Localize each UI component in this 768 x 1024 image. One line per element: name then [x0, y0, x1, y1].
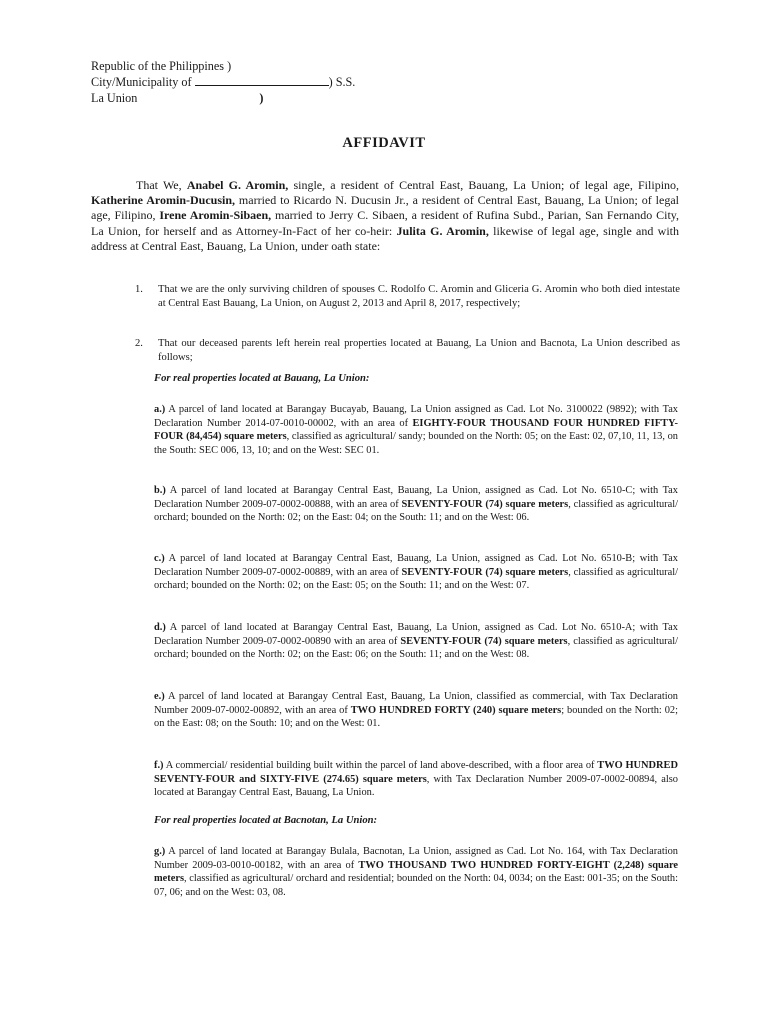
intro-paragraph: That We, Anabel G. Aromin, single, a resident of Central East, Bauang, La Union; of legal age, Filipino, Katherine Aromin-Ducusin, married to Ricardo N. Ducusin Jr., a resident of Central East, Bauang, La Union; of legal age, Filipino, Irene Aromin-Sibaen, married to Jerry C. Sibaen, a resident of Rufina Subd., Parian, San Fernando City, La Union, for herself and as Attorney-In-Fact of her co-heir: Julita G. Aromin, likewise of legal age, single and with address at Central East, Bauang, La Union, under oath state: — [91, 178, 680, 253]
affiant-name-3: Irene Aromin-Sibaen, — [159, 208, 272, 223]
venue-ss: ) S.S. — [328, 75, 356, 89]
lot-label: g.) — [154, 846, 166, 857]
lot-c: c.) A parcel of land located at Barangay Central East, Bauang, La Union, assigned as Cad. Lot No. 6510-B; with Tax Declaration Number 2009-07-0002-00889, with an area of SEVENTY-FOUR (74) square meters, classified as agricultural/ orchard; bounded on the North: 02; on the East: 05; on the South: 11; and on the West: 07. — [154, 553, 679, 592]
venue-republic: Republic of the Philippines ) — [91, 59, 232, 73]
lot-a: a.) A parcel of land located at Barangay Bucayab, Bauang, La Union assigned as Cad. Lot No. 3100022 (9892); with Tax Declaration Number 2014-07-0010-00002, with an area of EIGHTY-FOUR THOUSAND FOUR HUNDRED FIFTY-FOUR (84,454) square meters, classified as agricultural/ sandy; bounded on the North: 05; on the East: 02, 07,10, 11, 13, on the South: SEC 006, 13, 10; and on the West: SEC 01. — [154, 404, 678, 457]
lot-label: e.) — [154, 691, 165, 702]
item-number: 2. — [135, 338, 143, 349]
lot-label: d.) — [154, 622, 166, 633]
section-heading-bacnotan: For real properties located at Bacnotan, La Union: — [154, 815, 378, 826]
section-heading-bauang: For real properties located at Bauang, La Union: — [154, 373, 370, 384]
item-text: That we are the only surviving children of spouses C. Rodolfo C. Aromin and Gliceria G. Aromin who both died intestate at Central East Bauang, La Union, on August 2, 2013 and April 8, 2017, respectively; — [158, 284, 680, 309]
affiant-name-1: Anabel G. Aromin, — [186, 178, 289, 192]
venue-block — [91, 58, 355, 106]
lot-label: f.) — [154, 760, 164, 771]
lot-label: c.) — [154, 553, 165, 564]
venue-city-blank — [195, 74, 329, 86]
venue-city — [91, 74, 355, 90]
affiant-name-4: Julita G. Aromin, — [396, 223, 489, 238]
lot-d: d.) A parcel of land located at Barangay Central East, Bauang, La Union, assigned as Cad. Lot No. 6510-A; with Tax Declaration Number 2009-07-0002-00890 with an area of SEVENTY-FOUR (74) square meters, classified as agricultural/ orchard; bounded on the North: 02; on the East: 06; on the South: 11; and on the West: 08. — [154, 622, 678, 661]
item-text: That our deceased parents left herein real properties located at Bauang, La Union and Bacnota, La Union described as follows; — [158, 338, 680, 363]
numbered-item-1 — [135, 283, 680, 311]
venue-city-label: City/Municipality of — [91, 75, 195, 89]
lot-e: e.) A parcel of land located at Barangay Central East, Bauang, La Union, classified as commercial, with Tax Declaration Number 2009-07-0002-00892, with an area of TWO HUNDRED FORTY (240) square meters; bounded on the North: 02; on the East: 08; on the South: 10; and on the West: 01. — [154, 691, 679, 730]
venue-province-paren: ) — [259, 91, 264, 105]
venue-province — [91, 90, 355, 106]
lot-g: g.) A parcel of land located at Barangay Bulala, Bacnotan, La Union, assigned as Cad. Lot No. 164, with Tax Declaration Number 2009-03-0010-00182, with an area of TWO THOUSAND TWO HUNDRED FORTY-EIGHT (2,248) square meters, classified as agricultural/ orchard and residential; bounded on the North: 04, 0034; on the East: 001-35; on the South: 07, 06; and on the West: 03, 08. — [154, 846, 678, 899]
lot-b: b.) A parcel of land located at Barangay Central East, Bauang, La Union, assigned as Cad. Lot No. 6510-C; with Tax Declaration Number 2009-07-0002-00888, with an area of SEVENTY-FOUR (74) square meters, classified as agricultural/ orchard; bounded on the North: 02; on the East: 04; on the South: 11; and on the West: 06. — [154, 485, 679, 524]
lot-label: b.) — [154, 485, 166, 496]
item-number: 1. — [135, 284, 143, 295]
lot-f: f.) A commercial/ residential building built within the parcel of land above-described, with a floor area of TWO HUNDRED SEVENTY-FOUR and SIXTY-FIVE (274.65) square meters, with Tax Declaration Number 2009-07-0002-00894, also located at Barangay Central East, Bauang, La Union. — [154, 760, 678, 799]
affiant-name-2: Katherine Aromin-Ducusin, — [91, 193, 236, 208]
venue-province-label: La Union — [91, 91, 138, 105]
document-title: AFFIDAVIT — [342, 135, 426, 151]
lot-label: a.) — [154, 404, 166, 415]
numbered-item-2 — [135, 337, 680, 365]
